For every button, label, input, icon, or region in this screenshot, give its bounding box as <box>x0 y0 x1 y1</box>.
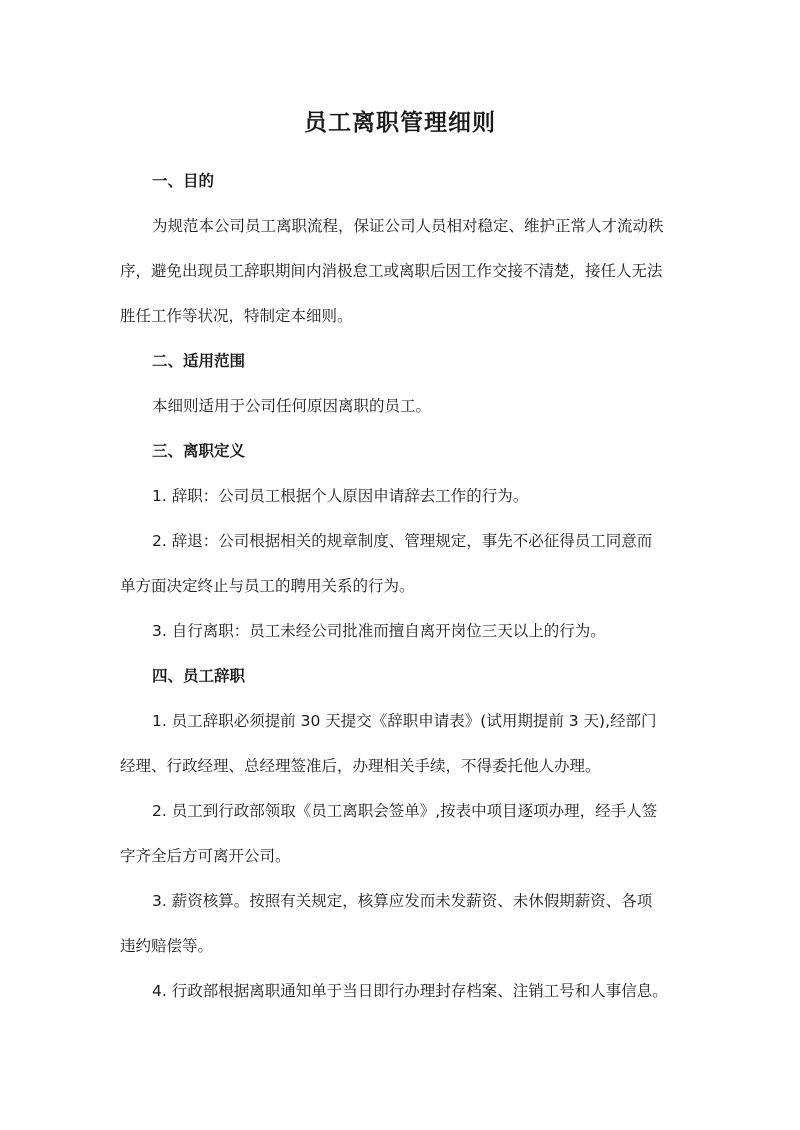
section-heading-resignation: 四、员工辞职 <box>152 667 246 685</box>
section-heading-definition: 三、离职定义 <box>152 442 246 460</box>
section-heading-scope: 二、适用范围 <box>152 352 246 370</box>
paragraph-line: 本细则适用于公司任何原因离职的员工。 <box>152 397 432 415</box>
list-item: 1. 员工辞职必须提前 30 天提交《辞职申请表》(试用期提前 3 天),经部门 <box>152 712 657 730</box>
list-item-continuation: 经理、行政经理、总经理签准后，办理相关手续，不得委托他人办理。 <box>120 757 601 775</box>
list-item: 1. 辞职：公司员工根据个人原因申请辞去工作的行为。 <box>152 487 529 505</box>
list-item: 3. 自行离职：员工未经公司批准而擅自离开岗位三天以上的行为。 <box>152 622 606 640</box>
section-heading-purpose: 一、目的 <box>152 172 215 190</box>
list-item-continuation: 字齐全后方可离开公司。 <box>120 847 291 865</box>
list-item: 2. 辞退：公司根据相关的规章制度、管理规定，事先不必征得员工同意而 <box>152 532 653 550</box>
list-item: 3. 薪资核算。按照有关规定，核算应发而未发薪资、未休假期薪资、各项 <box>152 892 653 910</box>
list-item: 2. 员工到行政部领取《员工离职会签单》,按表中项目逐项办理，经手人签 <box>152 802 658 820</box>
list-item-continuation: 单方面决定终止与员工的聘用关系的行为。 <box>120 577 415 595</box>
list-item: 4. 行政部根据离职通知单于当日即行办理封存档案、注销工号和人事信息。 <box>152 982 668 1000</box>
paragraph-line: 为规范本公司员工离职流程，保证公司人员相对稳定、维护正常人才流动秩 <box>152 217 664 235</box>
paragraph-line: 序，避免出现员工辞职期间内消极怠工或离职后因工作交接不清楚，接任人无法 <box>120 262 663 280</box>
paragraph-line: 胜任工作等状况，特制定本细则。 <box>120 307 353 325</box>
list-item-continuation: 违约赔偿等。 <box>120 937 214 955</box>
document-title: 员工离职管理细则 <box>304 110 496 136</box>
